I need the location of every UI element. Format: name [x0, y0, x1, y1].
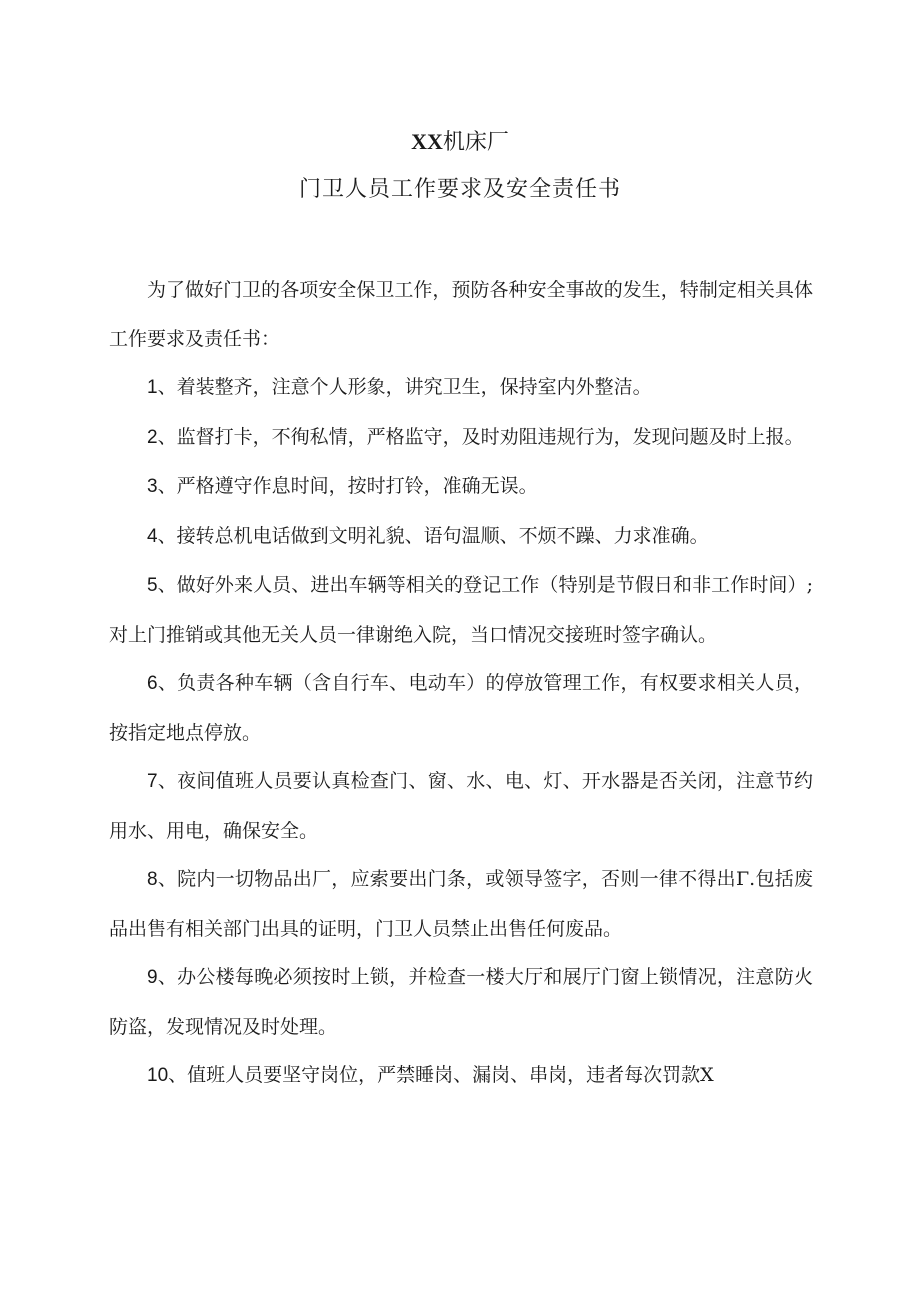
item-text: 办公楼每晚必须按时上锁，并检查一楼大厅和展厅门窗上锁情况，注意防火防盗，发现情况及时处理。	[109, 966, 813, 1038]
list-item-4	[109, 512, 813, 562]
item-number: 7、	[147, 771, 178, 792]
item-text: 值班人员要坚守岗位，严禁睡岗、漏岗、串岗，违者每次罚款X	[187, 1064, 714, 1086]
list-item-8	[109, 855, 813, 953]
item-number: 8、	[147, 869, 178, 890]
item-number: 5、	[147, 575, 177, 596]
item-text: 夜间值班人员要认真检查门、窗、水、电、灯、开水器是否关闭，注意节约用水、用电，确保安全。	[109, 770, 813, 842]
list-item-5	[109, 561, 813, 659]
item-number: 1、	[147, 377, 177, 398]
company-title	[0, 127, 920, 158]
document-body	[109, 266, 813, 1101]
list-item-3	[109, 462, 813, 512]
item-text: 负责各种车辆（含自行车、电动车）的停放管理工作，有权要求相关人员，按指定地点停放。	[109, 672, 813, 744]
list-item-1	[109, 363, 813, 413]
item-number: 10、	[147, 1065, 188, 1086]
list-item-10	[109, 1051, 813, 1101]
document-title: 门卫人员工作要求及安全责任书	[298, 177, 621, 202]
list-item-7	[109, 757, 813, 855]
item-number: 6、	[147, 673, 178, 694]
item-number: 2、	[147, 426, 177, 448]
list-item-2	[109, 413, 813, 463]
item-text: 着装整齐，注意个人形象，讲究卫生，保持室内外整洁。	[176, 376, 652, 398]
item-text: 接转总机电话做到文明礼貌、语句温顺、不烦不躁、力求准确。	[176, 524, 709, 547]
intro-paragraph: 为了做好门卫的各项安全保卫工作，预防各种安全事故的发生，特制定相关具体工作要求及责任书：	[109, 279, 813, 350]
item-number: 4、	[147, 525, 177, 547]
item-number: 3、	[147, 476, 177, 497]
company-name: 机床厂	[442, 130, 509, 155]
item-number: 9、	[147, 967, 178, 988]
company-prefix: XX	[411, 129, 443, 154]
item-text: 监督打卡，不徇私情，严格监守，及时劝阻违规行为，发现问题及时上报。	[176, 425, 804, 448]
item-text: 做好外来人员、进出车辆等相关的登记工作（特别是节假日和非工作时间）;对上门推销或其他无关人员一律谢绝入院，当口情况交接班时签字确认。	[109, 574, 813, 646]
list-item-9	[109, 953, 813, 1051]
list-item-6	[109, 659, 813, 757]
item-text: 严格遵守作息时间，按时打铃，准确无误。	[176, 475, 538, 497]
item-text: 院内一切物品出厂，应索要出门条，或领导签字，否则一律不得出Γ.包括废品出售有相关部门出具的证明，门卫人员禁止出售任何废品。	[109, 868, 813, 940]
